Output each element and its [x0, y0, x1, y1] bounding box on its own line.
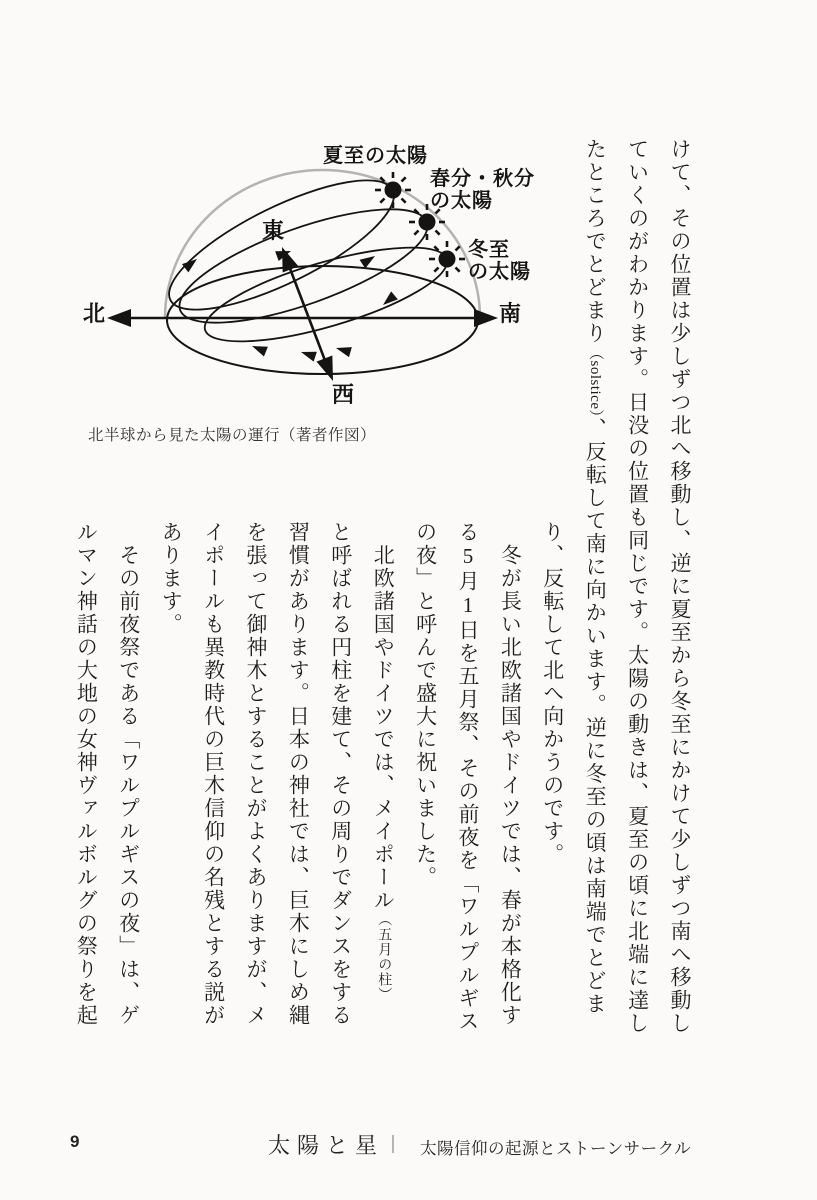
label-south: 南 [499, 301, 522, 326]
text-segment: 1 [456, 593, 480, 619]
text-segment: （solstice） [587, 345, 604, 418]
winter-sun-icon [429, 241, 465, 277]
text-segment: その前夜祭である「ワルプルギスの夜」は、ゲ [116, 544, 141, 1027]
summer-solstice-path [153, 156, 409, 334]
text-segment: り、反転して北へ向かうのです。 [540, 521, 565, 866]
text-segment: 、反転して南に向かいます。逆に冬至の頃は南端でとどま [583, 417, 608, 1016]
text-segment: る [456, 521, 480, 544]
text-column [329, 521, 352, 1027]
text-segment: 日を五月祭、その前夜を「ワルプルギス [456, 619, 480, 1033]
text-segment: 習慣があります。日本の神社では、巨木にしめ縄 [286, 521, 311, 1027]
text-segment: 冬が長い北欧諸国やドイツでは、春が本格化す [498, 544, 523, 1027]
sun-path-figure [85, 135, 580, 465]
text-column [583, 138, 606, 1016]
text-segment: イポールも異教時代の巨木信仰の名残とする説が [201, 521, 226, 1027]
label-line: の太陽 [430, 190, 493, 212]
text-column [414, 521, 437, 889]
text-column [668, 138, 691, 1035]
label-west: 西 [332, 382, 355, 407]
text-segment: の夜」と呼んで盛大に祝いました。 [413, 521, 438, 889]
section-title: 太陽信仰の起源とストーンサークル [420, 1139, 692, 1158]
text-column [159, 521, 182, 636]
east-west-axis [274, 244, 341, 384]
text-column [456, 521, 479, 1033]
label-north: 北 [83, 301, 106, 326]
text-segment: 北欧諸国やドイツでは、メイポール [371, 544, 396, 912]
text-segment: 月 [456, 570, 480, 593]
text-column [626, 138, 649, 1035]
text-segment: たところでとどまり [583, 138, 608, 345]
footer-separator: ｜ [384, 1135, 402, 1155]
text-column [498, 544, 521, 1027]
text-column [286, 521, 309, 1027]
label-summer-sun: 夏至の太陽 [323, 145, 428, 167]
text-segment: を張って御神木とすることがよくありますが、メ [244, 521, 268, 1027]
text-segment: けて、その位置は少しずつ北へ移動し、逆に夏至から冬至にかけて少しずつ南へ移動し [668, 138, 692, 1035]
sun-paths [153, 156, 455, 361]
text-column [541, 521, 564, 866]
text-segment: と呼ばれる円柱を建て、その周りでダンスをする [328, 521, 353, 1027]
text-column [371, 544, 395, 1002]
text-column [117, 544, 140, 1027]
text-segment: あります。 [159, 521, 184, 636]
label-east: 東 [262, 218, 285, 243]
page-number: 9 [70, 1132, 80, 1151]
text-segment: 5 [456, 544, 480, 570]
text-column [74, 521, 97, 1027]
label-winter-sun [468, 239, 531, 283]
chapter-title: 太陽と星 [268, 1133, 385, 1158]
text-segment: ルマン神話の大地の女神ヴァルボルグの祭りを起 [74, 521, 99, 1027]
text-segment: ていくのがわかります。日没の位置も同じです。太陽の動きは、夏至の頃に北端に達し [625, 138, 650, 1035]
winter-solstice-path [196, 228, 456, 360]
figure-caption: 北半球から見た太陽の運行（著者作図） [88, 427, 377, 444]
text-column [202, 521, 225, 1027]
label-line: 冬至 [468, 239, 510, 261]
text-segment: （五月の柱） [376, 912, 392, 1002]
label-line: 春分・秋分 [430, 168, 535, 190]
text-column [244, 521, 267, 1027]
label-line: の太陽 [468, 261, 531, 283]
summer-sun-icon [375, 172, 411, 208]
label-equinox-sun [430, 168, 535, 212]
